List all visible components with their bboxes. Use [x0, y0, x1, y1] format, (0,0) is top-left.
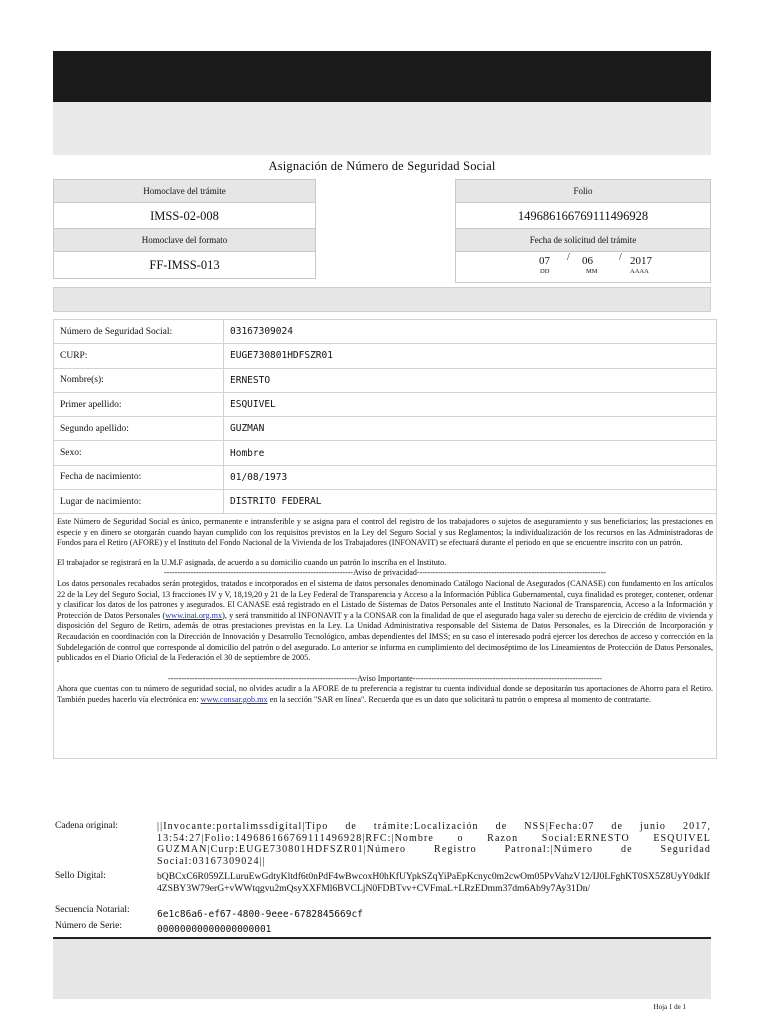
field-value: ERNESTO [224, 368, 717, 392]
sello-digital-label: Sello Digital: [55, 871, 106, 881]
homoclave-tramite-value: IMSS-02-008 [54, 203, 315, 229]
section-divider [53, 287, 711, 312]
page-number: Hoja 1 de 1 [653, 1003, 686, 1011]
secuencia-notarial-label: Secuencia Notarial: [55, 905, 130, 915]
date-day: 07 [539, 255, 550, 267]
sello-digital-value: bQBCxC6R059ZLLuruEwGdtyKltdf6t0nPdF4wBwcoxH0hKfUYpkSZqYiPaEpKcnyc0m2cwOm05PvVahzV12/IJ0LFghKT0SX5Z8UyY0dkIf4ZSBY3W79erG+vWWtqgvu2mQsyXXFMl6BVCLjN0FDBTvv+CVFmaL+LRzEDmm37dm6Ab9y7Ay31Dn/ [157, 871, 710, 894]
date-year: 2017 [630, 255, 652, 267]
fecha-solicitud-label: Fecha de solicitud del trámite [456, 229, 710, 252]
homoclave-tramite-label: Homoclave del trámite [54, 180, 315, 203]
cadena-original-value: ||Invocante:portalimssdigital|Tipo de trámite:Localización de NSS|Fecha:07 de junio 2017, 13:54:27|Folio:149686166769111496928|RFC:|Nombre o Razon Social:ERNESTO ESQUIVEL GUZMAN|Curp:EUGE730801HDFSZR01|Número Registro Patronal:|Número de Seguridad Social:03167309024|| [157, 821, 711, 867]
header-logo-area [53, 102, 711, 155]
bottom-footer-area [53, 937, 711, 999]
field-label: Lugar de nacimiento: [54, 490, 224, 514]
notice-paragraph: Este Número de Seguridad Social es único, permanente e intransferible y se asigna para el control del registro de los trabajadores o sujetos de aseguramiento y sus beneficiarios; las prestaciones en especie y en dinero se otorgarán cuando hayan cumplido con los requisitos previstos en la Ley del Seguro Social y sus Reglamentos; la individualización de los recursos en las Administradoras de Fondos para el Retiro (AFORE) y el Instituto del Fondo Nacional de la Vivienda de los Trabajadores (INFONAVIT) se efectuará durante el periodo en que se encuentre inscrito con un patrón. [57, 517, 713, 548]
table-row [54, 320, 717, 344]
date-slash: / [567, 252, 570, 263]
header-black-bar [53, 51, 711, 102]
cadena-original-label: Cadena original: [55, 821, 119, 831]
field-value: 03167309024 [224, 320, 717, 344]
table-row [54, 465, 717, 489]
date-slash: / [619, 252, 622, 263]
date-year-label: AAAA [630, 268, 649, 275]
folio-box [455, 179, 711, 283]
folio-value: 14968616676911149​6928 [456, 203, 710, 229]
field-value: DISTRITO FEDERAL [224, 490, 717, 514]
numero-serie-label: Número de Serie: [55, 921, 123, 931]
table-row [54, 490, 717, 514]
field-value: 01/08/1973 [224, 465, 717, 489]
numero-serie-value: 00000000000000000001 [157, 924, 272, 935]
field-value: GUZMAN [224, 417, 717, 441]
field-value: ESQUIVEL [224, 392, 717, 416]
consar-link[interactable]: www.consar.gob.mx [200, 694, 268, 704]
field-label: CURP: [54, 344, 224, 368]
date-day-label: DD [540, 268, 550, 275]
page-title: Asignación de Número de Seguridad Social [268, 159, 496, 173]
legal-notice [53, 513, 717, 759]
secuencia-notarial-value: 6e1c86a6-ef67-4800-9eee-6782845669cf [157, 909, 363, 920]
table-row [54, 441, 717, 465]
field-label: Nombre(s): [54, 368, 224, 392]
umf-paragraph: El trabajador se registrará en la U.M.F asignada, de acuerdo a su domicilio cuando un patrón lo inscriba en el Instituto. [57, 557, 447, 567]
privacy-separator: -----------------------------------------------------------------------Aviso de privacidad----------------------------------------------------------------------- [163, 568, 607, 578]
table-row [54, 417, 717, 441]
inai-link[interactable]: www.inai.org.mx [165, 610, 223, 620]
date-month-label: MM [586, 268, 598, 275]
fecha-solicitud-value [456, 252, 710, 282]
homoclave-box [53, 179, 316, 279]
table-row [54, 344, 717, 368]
field-label: Primer apellido: [54, 392, 224, 416]
important-paragraph: Ahora que cuentas con tu número de seguridad social, no olvides acudir a la AFORE de tu preferencia a registrar tu cuenta individual donde se depositarán tus aportaciones de Ahorro para el Retiro. También puedes hacerlo vía electrónica en: www.consar.gob.mx en la sección "SAR en línea". Recuerda que es un dato que solicitará tu patrón o empresa al momento de contratarte. [57, 684, 713, 704]
privacy-paragraph: Los datos personales recabados serán protegidos, tratados e incorporados en el sistema de datos personales denominado Catálogo Nacional de Asegurados (CANASE) con fundamento en los artículos 22 de la Ley del Seguro Social, 13 fracciones IV y V, 18,19,20 y 21 de la Ley Federal de Transparencia y Acceso a la Información Pública Gubernamental, cuya finalidad es proteger, contener, ordenar y clasificar los datos de los patrones y asegurados. El CANASE está registrado en el Listado de Sistemas de Datos Personales ante el Instituto Nacional de Transparencia, Acceso a la Información y Protección de Datos Personales (www.inai.org.mx), y será transmitido al INFONAVIT y a la CONSAR con la finalidad de que el asegurado haga valer su derecho de ejercicio de crédito de vivienda y disposición del Seguro de Retiro, además de otras prestaciones previstas en la Ley. La Unidad Administrativa responsable del Sistema de Datos Personales, es la Dirección de Incorporación y Recaudación en coordinación con la Dirección de Innovación y Desarrollo Tecnológico, ambas dependientes del IMSS; en su caso el interesado podrá ejercer los derechos de acceso y corrección en la Subdelegación de control que corresponde al domicilio del patrón o del asegurado. Lo anterior se informa en cumplimiento del decimoséptimo de los Lineamientos de Protección de Datos Personales, publicados en el Diario Oficial de la Federación el 30 de septiembre de 2005. [57, 578, 713, 663]
field-label: Sexo: [54, 441, 224, 465]
date-month: 06 [582, 255, 593, 267]
important-separator: -----------------------------------------------------------------------Aviso Importante----------------------------------------------------------------------- [168, 673, 602, 683]
homoclave-formato-value: FF-IMSS-013 [54, 252, 315, 278]
table-row [54, 392, 717, 416]
folio-label: Folio [456, 180, 710, 203]
personal-data-table [53, 319, 717, 514]
homoclave-formato-label: Homoclave del formato [54, 229, 315, 252]
field-label: Segundo apellido: [54, 417, 224, 441]
field-value: EUGE730801HDFSZR01 [224, 344, 717, 368]
table-row [54, 368, 717, 392]
field-value: Hombre [224, 441, 717, 465]
field-label: Número de Seguridad Social: [54, 320, 224, 344]
field-label: Fecha de nacimiento: [54, 465, 224, 489]
